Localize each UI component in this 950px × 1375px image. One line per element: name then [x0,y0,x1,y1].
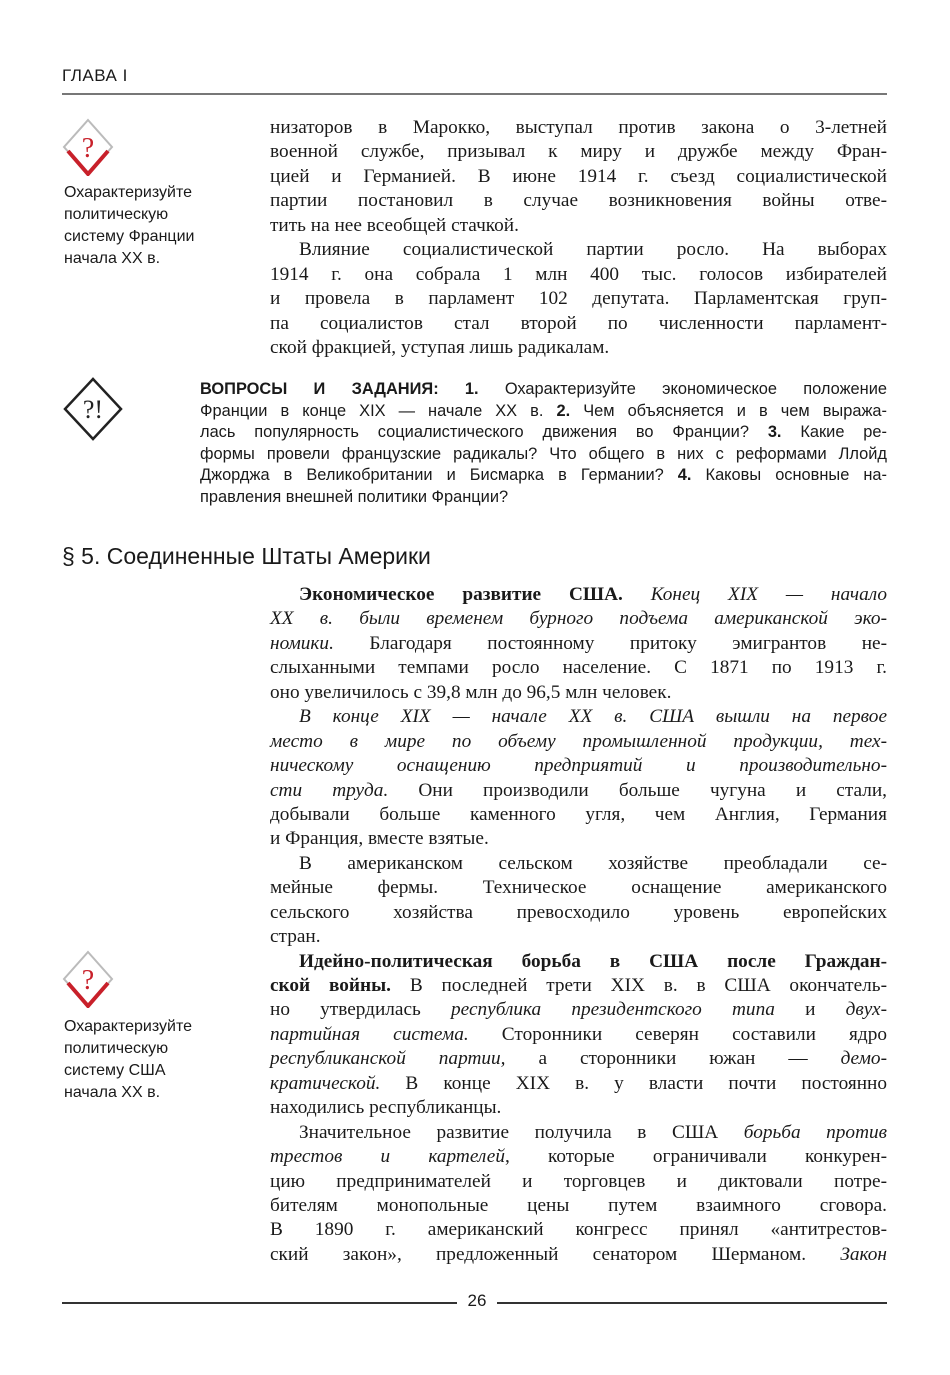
bold-text: 3. [767,423,782,441]
text-segment: В американском сельском хозяйстве преобладали се- [299,852,887,874]
side-note-line: политическую [64,206,169,223]
bold-text: ВОПРОСЫ И ЗАДАНИЯ: 1. [200,380,479,398]
text-line [200,487,887,509]
text-segment: но утвердилась [270,999,452,1021]
text-line [270,263,887,287]
italic-text: XX в. были временем бурного подъема американской эко- [270,608,887,630]
text-line [200,465,887,487]
text-segment: слыханными темпами росло население. С 1871 по 1913 г. [270,657,887,679]
svg-text:?: ? [81,133,95,164]
side-note-line: начала XX в. [64,1084,161,1101]
text-line [270,1121,887,1145]
text-line [200,422,887,444]
text-segment: ский закон», предложенный сенатором Шерманом. [270,1243,841,1265]
page-number: 26 [467,1291,487,1310]
text-line [270,140,887,164]
text-line [270,116,887,140]
text-line [270,827,887,851]
footer-rule [62,1302,457,1304]
side-note-line: Охарактеризуйте [64,1018,192,1035]
text-line [270,1145,887,1169]
text-line [270,1023,887,1047]
svg-text:?: ? [81,965,95,996]
text-line [270,1170,887,1194]
italic-text: Закон [840,1243,887,1265]
text-segment: добывали больше каменного угля, чем Англия, Германия [270,803,887,825]
text-line [270,681,887,705]
text-segment: , которые ограничивали конкурен- [505,1146,887,1168]
text-line [270,583,887,607]
text-line [270,1072,887,1096]
text-segment: Влияние социалистической партии росло. На выборах [299,239,887,261]
text-segment: оно увеличилось с 39,8 млн до 96,5 млн человек. [270,681,672,703]
text-line [270,901,887,925]
text-segment: Благодаря постоянному притоку эмигрантов не- [333,632,887,654]
bold-text: 2. [556,401,571,420]
text-line [270,1194,887,1218]
text-line [270,214,887,238]
text-segment: Франции в конце XIX — начале XX в. [200,401,557,420]
italic-text: республика президентского типа [451,999,775,1021]
text-segment: формы провели французские радикалы? Что общего в них с реформами Ллойд [200,444,887,463]
text-segment: цию предпринимателей и торговцев и диктовали потре- [270,1170,887,1192]
body-text-top [270,116,887,360]
italic-text: борьба против [743,1121,887,1143]
text-segment: Охарактеризуйте экономическое положение [478,380,887,398]
text-segment: В последней трети XIX в. в США окончатель- [391,975,887,996]
italic-text: партийная система. [270,1023,469,1045]
text-line [270,876,887,900]
text-segment: ской фракцией, уступая лишь радикалам. [270,336,610,358]
text-segment: Какие ре- [781,423,887,441]
bold-text: Идейно-политическая борьба в США после Граждан- [299,950,887,972]
bold-text: 4. [677,466,692,484]
text-segment: военной службе, призывал к миру и дружбе между Фран- [270,141,887,163]
text-segment: а сторонники южан — [505,1048,841,1070]
text-segment: Значительное развитие получила в США [299,1121,744,1143]
text-segment: и [774,999,846,1021]
italic-text: трестов и картелей [270,1146,505,1168]
text-segment: низаторов в Марокко, выступал против закона о 3-летней [270,117,887,138]
question-diamond-icon [62,118,114,176]
text-line [200,444,887,466]
text-segment: партии постановил в случае возникновения войны отве- [270,190,887,212]
section-title: § 5. Соединенные Штаты Америки [62,543,431,569]
text-segment: правления внешней политики Франции? [200,487,509,506]
italic-text: В конце XIX — начале XX в. США вышли на первое [299,706,887,728]
text-segment: В 1890 г. американский конгресс принял «антитрестов- [270,1219,887,1241]
text-segment: тить на нее всеобщей стачкой. [270,214,519,236]
text-segment: мейные фермы. Техническое оснащение американского [270,877,887,899]
side-note-usa [64,1016,192,1104]
side-note-france [64,182,194,270]
side-note-line: систему США [64,1062,166,1079]
text-line [270,803,887,827]
text-line [270,1243,887,1267]
text-line [270,852,887,876]
text-line [270,336,887,360]
text-segment: сельского хозяйства превосходило уровень европейских [270,901,887,923]
text-line [270,754,887,778]
text-line [270,632,887,656]
bold-text: ской войны. [270,975,391,996]
text-line [270,165,887,189]
text-segment: Чем объясняется и в чем выража- [570,401,887,420]
text-segment: и провела в парламент 102 депутата. Парламентская груп- [270,288,887,310]
italic-text: ническому оснащению предприятий и производительно- [270,755,887,777]
text-line [270,730,887,754]
question-diamond-icon [62,950,114,1008]
question-exclamation-diamond-icon [62,376,124,442]
text-line [270,705,887,729]
text-segment: Сторонники северян составили ядро [468,1023,887,1045]
text-line [270,974,887,998]
text-line [270,925,887,949]
italic-text: кратической. [270,1072,381,1094]
text-line [200,379,887,401]
text-segment: Каковы основные на- [691,466,888,484]
text-line [270,998,887,1022]
chapter-header: ГЛАВА I [62,66,128,85]
text-segment: находились республиканцы. [270,1097,502,1119]
text-segment: стран. [270,926,321,948]
header-rule [62,93,887,95]
footer-rule [497,1302,887,1304]
text-segment: лась популярность социалистического движения во Франции? [200,423,768,441]
side-note-line: систему Франции [64,228,195,245]
text-line [270,607,887,631]
italic-text: номики. [270,632,334,654]
text-segment: бителям монопольные цены путем взаимного сговора. [270,1194,887,1216]
text-line [270,189,887,213]
text-line [270,656,887,680]
text-line [270,779,887,803]
text-line [200,401,887,423]
text-line [270,238,887,262]
bold-text: Экономическое развитие США. [299,584,623,605]
text-segment: и Франция, вместе взятые. [270,828,489,850]
text-line [270,1218,887,1242]
text-line [270,950,887,974]
side-note-line: начала XX в. [64,250,161,267]
text-line [270,287,887,311]
questions-and-tasks [200,379,887,508]
italic-text: Конец XIX — начало [650,584,887,605]
italic-text: демо- [840,1048,887,1070]
side-note-line: Охарактеризуйте [64,184,192,201]
text-segment: цией и Германией. В июне 1914 г. съезд социалистической [270,165,887,187]
text-line [270,312,887,336]
side-note-line: политическую [64,1040,169,1057]
body-text-main [270,583,887,1267]
text-segment: 1914 г. она собрала 1 млн 400 тыс. голосов избирателей [270,263,887,285]
svg-text:?!: ?! [82,395,104,424]
italic-text: республиканской партии, [270,1048,506,1070]
text-segment: Они производили больше чугуна и стали, [388,779,887,801]
italic-text: двух- [845,999,887,1021]
text-line [270,1096,887,1120]
text-segment: Джорджа в Великобритании и Бисмарка в Германии? [200,466,678,484]
italic-text: сти труда. [270,779,389,801]
italic-text: место в мире по объему промышленной продукции, тех- [270,730,887,752]
text-segment [623,584,651,605]
text-line [270,1047,887,1071]
text-segment: В конце XIX в. у власти почти постоянно [380,1072,887,1094]
text-segment: па социалистов стал второй по численности парламент- [270,312,887,334]
